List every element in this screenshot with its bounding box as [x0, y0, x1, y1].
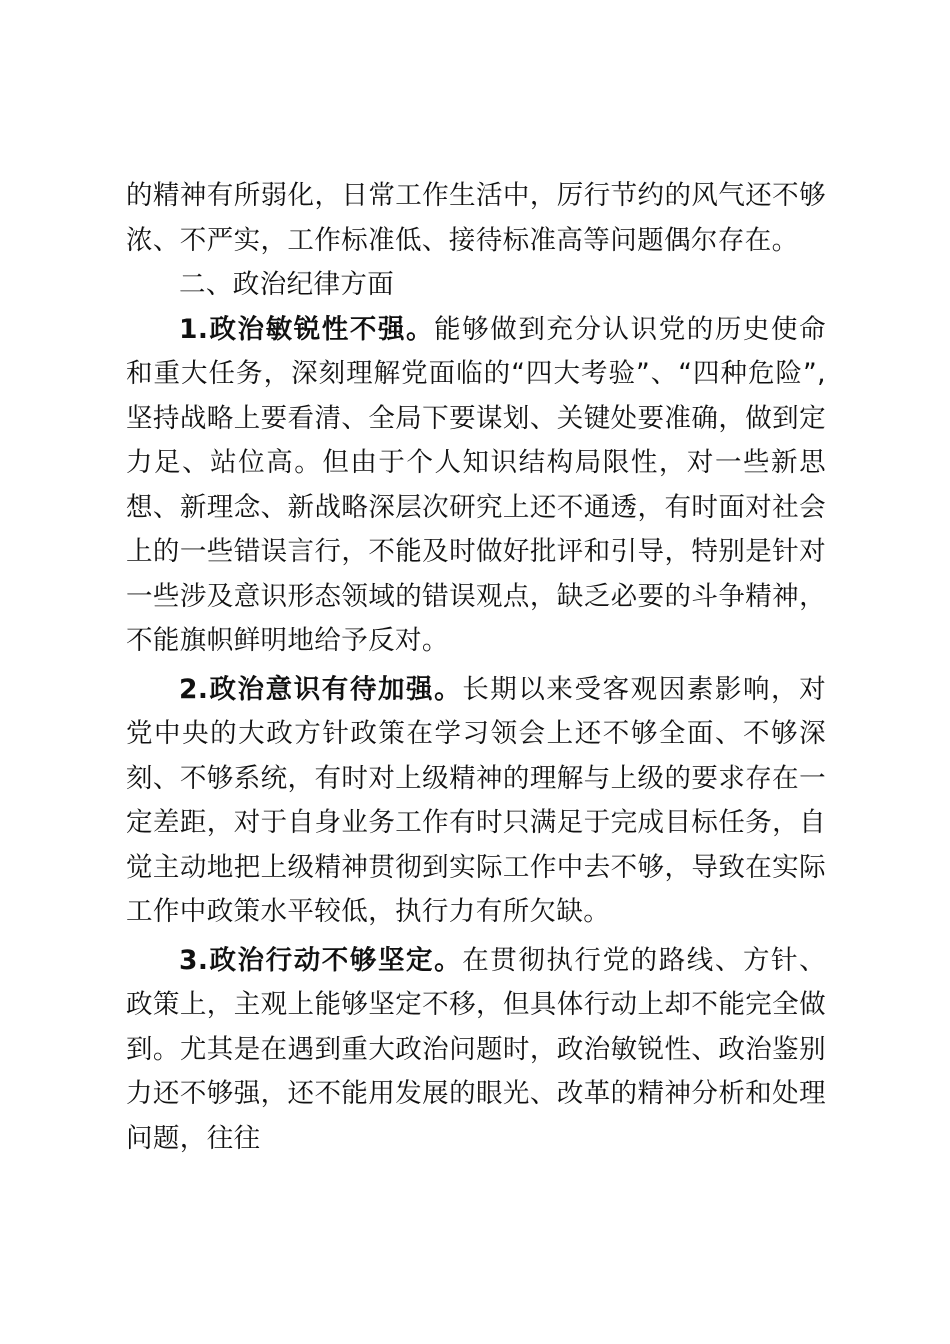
paragraph-item-2 — [126, 668, 826, 935]
item-lead: 3.政治行动不够坚定。 — [179, 944, 463, 976]
section-heading: 二、政治纪律方面 — [179, 269, 395, 300]
paragraph-text: 在贯彻执行党的路线、方针、政策上，主观上能够坚定不移，但具体行动上却不能完全做到。尤其是在遇到重大政治问题时，政治敏锐性、政治鉴别力还不够强，还不能用发展的眼光、改革的精神分析和处理问题，往往 — [126, 944, 827, 1154]
paragraph-item-3 — [126, 939, 826, 1162]
item-lead: 2.政治意识有待加强。 — [179, 673, 463, 705]
paragraph-continuation — [126, 174, 826, 263]
paragraph-text: 的精神有所弱化，日常工作生活中，厉行节约的风气还不够浓、不严实，工作标准低、接待标准高等问题偶尔存在。 — [126, 180, 826, 256]
document-page — [126, 174, 826, 1161]
item-lead: 1.政治敏锐性不强。 — [179, 313, 435, 345]
paragraph-text: 能够做到充分认识党的历史使命和重大任务，深刻理解党面临的“四大考验”、“四种危险”,坚持战略上要看清、全局下要谋划、关键处要准确，做到定力足、站位高。但由于个人知识结构局限性，对一些新思想、新理念、新战略深层次研究上还不通透，有时面对社会上的一些错误言行，不能及时做好批评和引导，特别是针对一些涉及意识形态领域的错误观点，缺乏必要的斗争精神，不能旗帜鲜明地给予反对。 — [126, 313, 826, 656]
paragraph-item-1 — [126, 308, 826, 664]
paragraph-text: 长期以来受客观因素影响，对党中央的大政方针政策在学习领会上还不够全面、不够深刻、不够系统，有时对上级精神的理解与上级的要求存在一定差距，对于自身业务工作有时只满足于完成目标任务，自觉主动地把上级精神贯彻到实际工作中去不够，导致在实际工作中政策水平较低，执行力有所欠缺。 — [126, 673, 827, 927]
